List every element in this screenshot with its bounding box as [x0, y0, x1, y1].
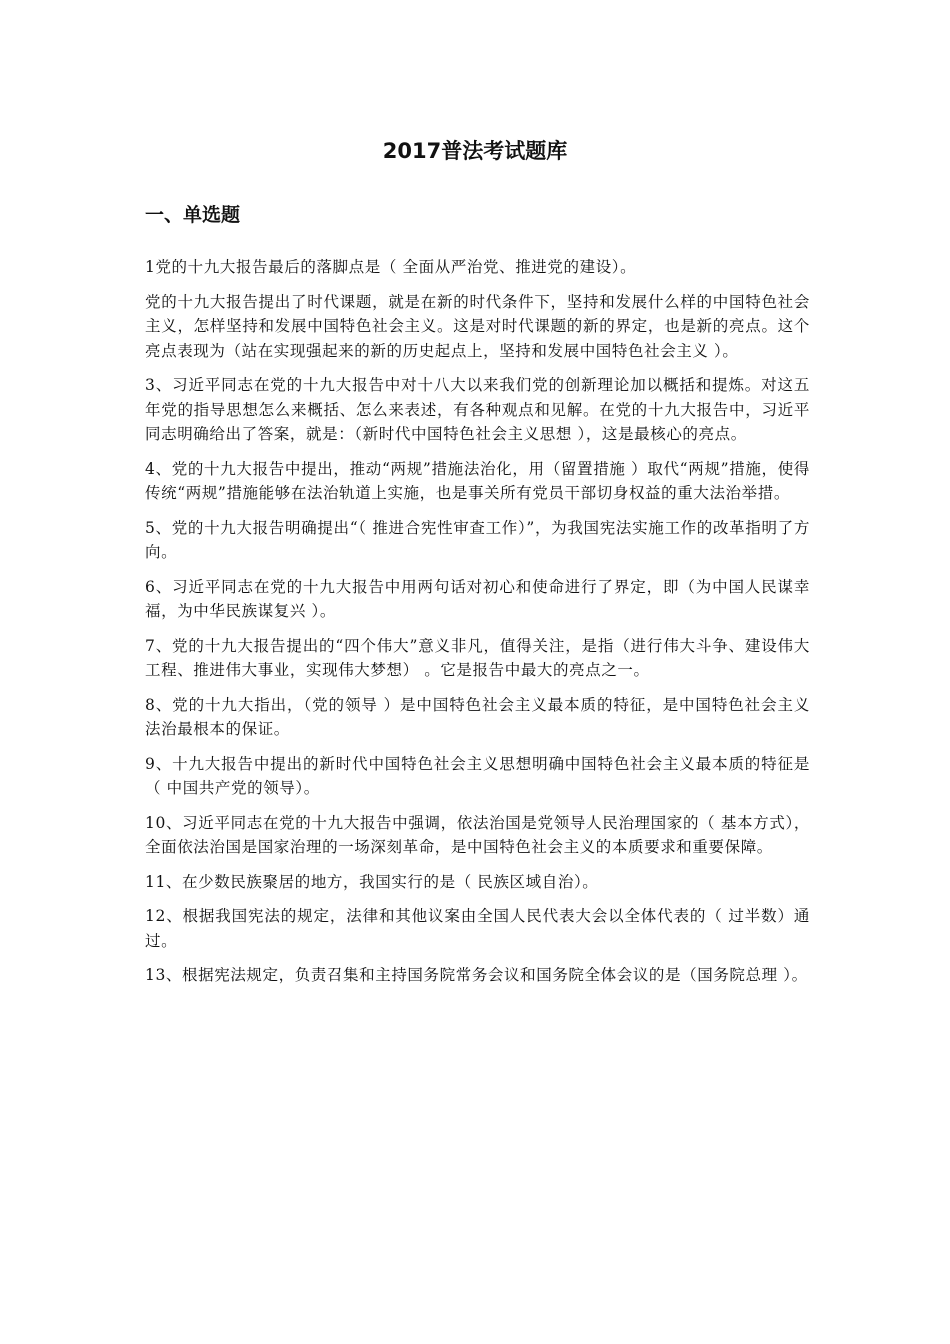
question-paragraph: 8、党的十九大指出，（党的领导 ）是中国特色社会主义最本质的特征，是中国特色社会主义法治最根本的保证。: [145, 695, 810, 738]
question-paragraph: 1党的十九大报告最后的落脚点是（ 全面从严治党、推进党的建设）。: [145, 258, 637, 276]
section-heading: 一、单选题: [145, 204, 241, 226]
question-paragraph: 7、党的十九大报告提出的“四个伟大”意义非凡，值得关注，是指（进行伟大斗争、建设伟大工程、推进伟大事业，实现伟大梦想） 。它是报告中最大的亮点之一。: [145, 636, 810, 679]
question-paragraph: 9、十九大报告中提出的新时代中国特色社会主义思想明确中国特色社会主义最本质的特征是（ 中国共产党的领导）。: [145, 754, 810, 797]
question-paragraph: 党的十九大报告提出了时代课题，就是在新的时代条件下，坚持和发展什么样的中国特色社会主义，怎样坚持和发展中国特色社会主义。这是对时代课题的新的界定，也是新的亮点。这个亮点表现为（站在实现强起来的新的历史起点上，坚持和发展中国特色社会主义 ）。: [145, 292, 810, 360]
question-paragraph: 3、习近平同志在党的十九大报告中对十八大以来我们党的创新理论加以概括和提炼。对这五年党的指导思想怎么来概括、怎么来表述，有各种观点和见解。在党的十九大报告中，习近平同志明确给出了答案，就是：（新时代中国特色社会主义思想 ），这是最核心的亮点。: [145, 376, 810, 443]
question-paragraph: 11、在少数民族聚居的地方，我国实行的是（ 民族区域自治）。: [145, 872, 599, 891]
question-paragraph: 5、党的十九大报告明确提出“（ 推进合宪性审查工作）”，为我国宪法实施工作的改革指明了方向。: [145, 518, 810, 561]
question-paragraph: 6、习近平同志在党的十九大报告中用两句话对初心和使命进行了界定，即（为中国人民谋幸福，为中华民族谋复兴 ）。: [145, 577, 810, 620]
question-paragraph: 10、习近平同志在党的十九大报告中强调，依法治国是党领导人民治理国家的（ 基本方式），全面依法治国是国家治理的一场深刻革命，是中国特色社会主义的本质要求和重要保障。: [145, 813, 810, 856]
question-paragraph: 12、根据我国宪法的规定，法律和其他议案由全国人民代表大会以全体代表的（ 过半数）通过。: [145, 907, 810, 950]
question-paragraph: 13、根据宪法规定，负责召集和主持国务院常务会议和国务院全体会议的是（国务院总理 ）。: [145, 966, 808, 984]
question-list: [145, 255, 810, 998]
question-paragraph: 4、党的十九大报告中提出，推动“两规”措施法治化，用（留置措施 ）取代“两规”措施，使得传统“两规”措施能够在法治轨道上实施，也是事关所有党员干部切身权益的重大法治举措。: [145, 459, 810, 502]
document-title: 2017普法考试题库: [382, 139, 568, 163]
